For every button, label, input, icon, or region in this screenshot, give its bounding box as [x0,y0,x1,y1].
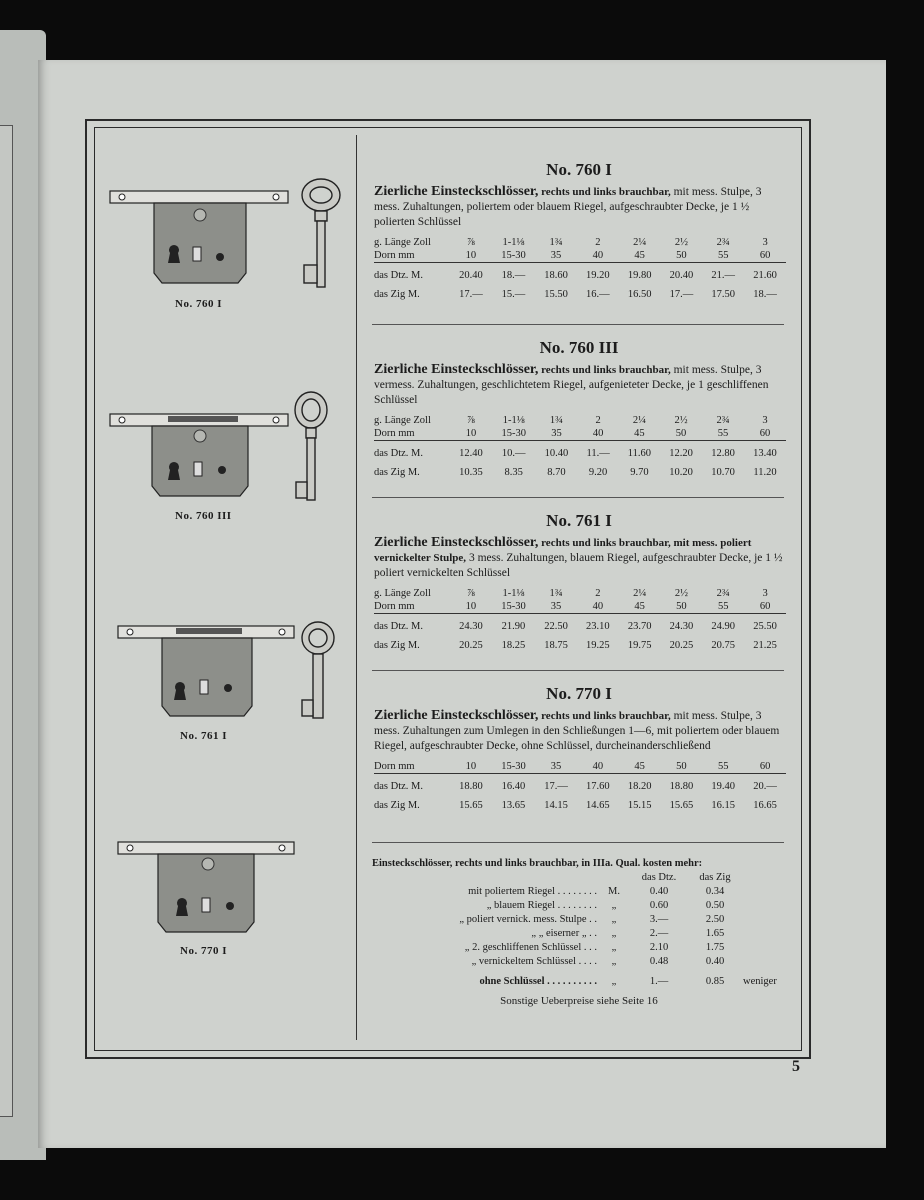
table-cell: 2.10 [649,942,669,953]
table-cell: mit poliertem Riegel . . . . . . . . [468,886,597,897]
table-cell: 1.— [649,976,669,987]
price-zig-row [374,639,786,652]
table-cell: 40 [577,427,618,441]
table-cell: Dorn mm [374,600,450,614]
table-cell: „ [611,900,617,911]
table-cell [597,871,631,885]
table-cell: 10 [450,249,492,263]
price-table [374,587,786,652]
table-cell: 10.70 [711,467,735,478]
description-sub: rechts und links brauchbar, [538,186,671,198]
table-cell: 16.40 [501,781,526,792]
table-cell [743,927,777,941]
section-separator [372,670,784,671]
table-cell: 23.10 [586,621,610,632]
surcharge-row [372,941,777,955]
surcharge-row [372,913,777,927]
discount-row [372,975,777,989]
table-cell: 11.60 [627,448,652,459]
table-cell: 12.40 [459,448,483,459]
table-cell: ⅞ [466,588,475,599]
size-mm-row [374,249,786,263]
description-lead: Zierliche Einsteckschlösser, [374,708,539,723]
table-cell: 21.60 [753,270,777,281]
table-cell: das Zig M. [374,289,420,300]
price-zig-row [374,799,786,812]
price-dozen-row [374,447,786,460]
table-cell: 18.80 [459,781,483,792]
product-title: No. 761 I [546,511,612,530]
table-cell: Dorn mm [374,427,450,441]
description-lead: Zierliche Einsteckschlösser, [374,535,539,550]
table-cell: das Dtz. M. [374,621,423,632]
size-inch-row [374,587,786,600]
surcharge-row [372,927,777,941]
table-cell: „ [611,914,617,925]
table-cell: 60 [744,600,786,614]
table-cell: 2¾ [716,588,730,599]
product-section-770-i [370,684,788,812]
table-cell: 0.34 [705,886,725,897]
table-cell: 12.80 [711,448,735,459]
table-cell: 1.75 [705,942,725,953]
description-sub: rechts und links brauchbar, [538,364,671,376]
lock-761-i-caption: No. 761 I [180,730,227,742]
price-table [374,760,786,812]
table-cell: 45 [619,249,661,263]
description-rest: mit mess. Stulpe, 3 mess. Zuhaltungen, poliertem oder blauem Riegel, aufgeschraubter Decke, je 1 ½ polierten Schlüssel [374,186,762,228]
table-cell [372,871,597,885]
table-cell: das Zig M. [374,800,420,811]
table-cell: 22.50 [544,621,568,632]
price-dozen-row [374,269,786,282]
table-cell: 19.40 [711,781,736,792]
table-cell: 17.60 [586,781,610,792]
table-cell: 24.90 [711,621,736,632]
table-cell: 15-30 [492,249,535,263]
table-cell: 1-1⅛ [502,588,525,599]
table-cell: 2¼ [633,588,647,599]
surcharge-row [372,899,777,913]
table-cell: 0.48 [649,956,669,967]
product-description [374,708,788,754]
table-cell: das Zig M. [374,640,420,651]
table-cell: „ [611,956,617,967]
table-cell: 40 [577,600,619,614]
table-cell: „ [611,928,617,939]
table-cell [743,913,777,927]
table-cell: 0.40 [649,886,669,897]
table-cell: 1-1⅛ [502,415,525,426]
column-divider [356,135,357,1040]
table-cell: M. [608,886,620,897]
table-cell: 3 [762,588,768,599]
lock-760-iii-caption: No. 760 III [175,510,232,522]
col-dozen-header: das Dtz. [641,872,677,883]
description-sub: rechts und links brauchbar, [538,710,671,722]
table-cell: 18.75 [544,640,568,651]
table-cell: Dorn mm [374,760,450,774]
size-mm-row [374,760,786,774]
lock-761-i-illustration [116,618,346,723]
table-cell: 2 [595,415,601,426]
lock-770-i-caption: No. 770 I [180,945,227,957]
table-cell: Dorn mm [374,249,450,263]
table-cell: 2¾ [716,415,730,426]
section-separator [372,497,784,498]
lock-760-iii-illustration [108,388,348,503]
table-cell: 55 [702,249,744,263]
table-cell: 60 [744,249,786,263]
description-lead: Zierliche Einsteckschlösser, [374,184,539,199]
table-cell: ⅞ [466,237,475,248]
table-cell: „ „ eiserner „ . . [531,928,597,939]
product-title: No. 770 I [546,684,612,703]
lock-770-i-illustration [116,838,306,938]
table-cell: 3 [762,237,768,248]
previous-page-frame [0,125,13,1117]
table-cell: 10.40 [544,448,569,459]
table-cell: „ blauem Riegel . . . . . . . . [486,900,597,911]
table-cell: das Zig M. [374,467,420,478]
table-cell [743,885,777,899]
table-cell: 10.35 [459,467,483,478]
table-cell: 35 [535,600,577,614]
size-mm-row [374,427,786,441]
table-cell: 55 [702,427,744,441]
table-cell: 16.— [586,289,610,300]
price-dozen-row [374,620,786,633]
table-cell: 18.— [501,270,526,281]
size-inch-row [374,414,786,427]
table-cell: 20.— [753,781,777,792]
table-cell: 50 [661,600,703,614]
table-cell: 3.— [649,914,669,925]
table-cell: 2 [595,588,601,599]
table-cell [743,955,777,969]
table-cell: 15.— [501,289,526,300]
surcharge-footnote: Sonstige Ueberpreise siehe Seite 16 [500,995,658,1007]
table-cell: „ [611,976,617,987]
description-rest: mit mess. Stulpe, 3 vermess. Zuhaltungen, geschlichtetem Riegel, aufgenieteter Decke, je 1 geschliffenen Schlüssel [374,364,769,406]
key-icon [302,179,340,287]
table-cell: 17.— [544,781,568,792]
table-cell: g. Länge Zoll [374,415,431,426]
table-cell: 19.80 [627,270,652,281]
table-cell: 18.25 [501,640,526,651]
table-cell: 21.90 [501,621,526,632]
table-cell: 45 [619,760,661,774]
table-cell: 15.15 [627,800,652,811]
table-cell: 20.40 [669,270,694,281]
lock-760-i-caption: No. 760 I [175,298,222,310]
table-cell: 18.20 [627,781,652,792]
table-cell: 18.— [753,289,777,300]
table-cell: 1¾ [549,237,563,248]
table-cell: 20.25 [669,640,694,651]
table-cell: 10 [450,600,492,614]
table-cell: „ vernickeltem Schlüssel . . . . [471,956,597,967]
product-section-760-iii [370,338,788,479]
surcharge-heading: Einsteckschlösser, rechts und links brauchbar, in IIIa. Qual. kosten mehr: [372,858,703,869]
table-cell: weniger [743,976,777,987]
table-cell: 19.25 [586,640,610,651]
table-cell: 2½ [674,588,688,599]
surcharge-row [372,885,777,899]
table-cell: 20.75 [711,640,736,651]
price-table [374,414,786,479]
table-cell: 45 [619,600,661,614]
table-cell: 10.— [501,448,526,459]
key-icon [295,392,327,500]
table-cell: 20.40 [459,270,483,281]
price-table [374,236,786,301]
table-cell: 10 [450,760,492,774]
lock-760-i-illustration [108,175,348,290]
table-cell: 24.30 [459,621,483,632]
table-cell: 19.20 [586,270,610,281]
table-cell: 9.20 [588,467,608,478]
product-title: No. 760 I [546,160,612,179]
table-cell: 18.80 [669,781,694,792]
table-cell: 55 [702,600,744,614]
table-cell: 10 [450,427,492,441]
table-cell: 45 [619,427,660,441]
table-cell: 17.— [459,289,483,300]
table-cell: 2¼ [632,415,646,426]
product-description [374,362,788,408]
price-zig-row [374,466,786,479]
product-section-760-i [370,160,788,301]
price-dozen-row [374,780,786,793]
table-cell: 2½ [674,237,688,248]
table-cell: ohne Schlüssel . . . . . . . . . . [479,976,597,987]
table-cell: 0.85 [705,976,725,987]
table-cell: 0.50 [705,900,725,911]
description-lead: Zierliche Einsteckschlösser, [374,362,539,377]
description-rest: 3 mess. Zuhaltungen, blauem Riegel, aufgeschraubter Decke, je 1 ½ poliert vernickelten Schlüssel [374,552,783,579]
table-cell: 15.50 [544,289,568,300]
table-cell: 15.65 [669,800,694,811]
table-cell: 1-1⅛ [502,237,525,248]
table-cell: 1.65 [705,928,725,939]
table-cell: ⅞ [467,415,475,426]
table-cell: 15-30 [492,600,535,614]
table-cell [743,899,777,913]
table-cell: 16.15 [711,800,736,811]
table-cell: 8.35 [504,467,523,478]
table-cell: 0.40 [705,956,725,967]
table-cell: 21.25 [753,640,777,651]
table-cell: 2.— [649,928,669,939]
table-cell: 11.— [586,448,610,459]
table-cell: 11.20 [753,467,777,478]
table-cell: 21.— [711,270,736,281]
table-cell: g. Länge Zoll [374,588,431,599]
table-cell: 60 [744,427,786,441]
table-cell: 12.20 [669,448,693,459]
table-cell: 60 [744,760,786,774]
table-cell: 35 [535,760,577,774]
table-cell: 15-30 [492,427,536,441]
table-cell [743,871,777,885]
size-inch-row [374,236,786,249]
table-cell: 2½ [674,415,688,426]
table-cell: 35 [535,249,577,263]
surcharge-block [372,858,786,1007]
table-cell [743,941,777,955]
table-cell: 35 [535,427,577,441]
table-cell: 50 [661,760,703,774]
col-zig-header: das Zig [699,872,731,883]
table-cell: das Dtz. M. [374,270,423,281]
table-cell: 55 [702,760,744,774]
table-cell: 20.25 [459,640,483,651]
table-cell: „ poliert vernick. mess. Stulpe . . [459,914,597,925]
table-cell: das Dtz. M. [374,448,423,459]
table-cell: 2¾ [716,237,730,248]
table-cell: 17.50 [711,289,736,300]
section-separator [372,324,784,325]
table-cell: 1¾ [549,588,563,599]
product-description [374,535,788,581]
table-cell: 3 [762,415,768,426]
table-cell: 40 [577,760,619,774]
table-cell: „ 2. geschliffenen Schlüssel . . . [464,942,597,953]
table-cell: 14.15 [544,800,568,811]
table-cell: „ [611,942,617,953]
table-cell: 23.70 [627,621,652,632]
surcharge-table [372,871,777,989]
table-cell: 2 [595,237,601,248]
key-icon [302,622,334,718]
table-cell: 10.20 [669,467,693,478]
table-cell: 2¼ [633,237,647,248]
product-description [374,184,788,230]
table-cell: 13.40 [753,448,777,459]
table-cell: 16.50 [627,289,652,300]
table-cell: 50 [660,427,702,441]
table-cell: 50 [661,249,703,263]
table-cell: 13.65 [501,800,526,811]
product-section-761-i [370,511,788,652]
product-title: No. 760 III [539,338,619,357]
description-sub: rechts und links brauchbar, mit mess. poliert vernickelter Stulpe, [374,537,752,564]
table-cell: 15.65 [459,800,483,811]
section-separator [372,842,784,843]
table-cell: 16.65 [753,800,777,811]
table-cell: 1¾ [549,415,564,426]
table-cell: 24.30 [669,621,694,632]
table-cell: 25.50 [753,621,777,632]
table-cell: das Dtz. M. [374,781,423,792]
table-cell: 0.60 [649,900,669,911]
surcharge-header-row [372,871,777,885]
table-cell: 9.70 [630,467,649,478]
table-cell: 18.60 [544,270,568,281]
price-zig-row [374,288,786,301]
table-cell: 14.65 [586,800,610,811]
table-cell: g. Länge Zoll [374,237,431,248]
table-cell: 17.— [669,289,694,300]
table-cell: 15-30 [492,760,535,774]
description-rest: mit mess. Stulpe, 3 mess. Zuhaltungen zum Umlegen in den Schließungen 1—6, mit poliertem oder blauem Riegel, aufgeschraubter Decke, ohne Schlüssel, durcheinanderschließend [374,710,780,752]
table-cell: 8.70 [547,467,566,478]
size-mm-row [374,600,786,614]
table-cell: 40 [577,249,619,263]
table-cell: 19.75 [627,640,652,651]
surcharge-row [372,955,777,969]
page-number: 5 [792,1058,800,1075]
table-cell: 2.50 [705,914,725,925]
